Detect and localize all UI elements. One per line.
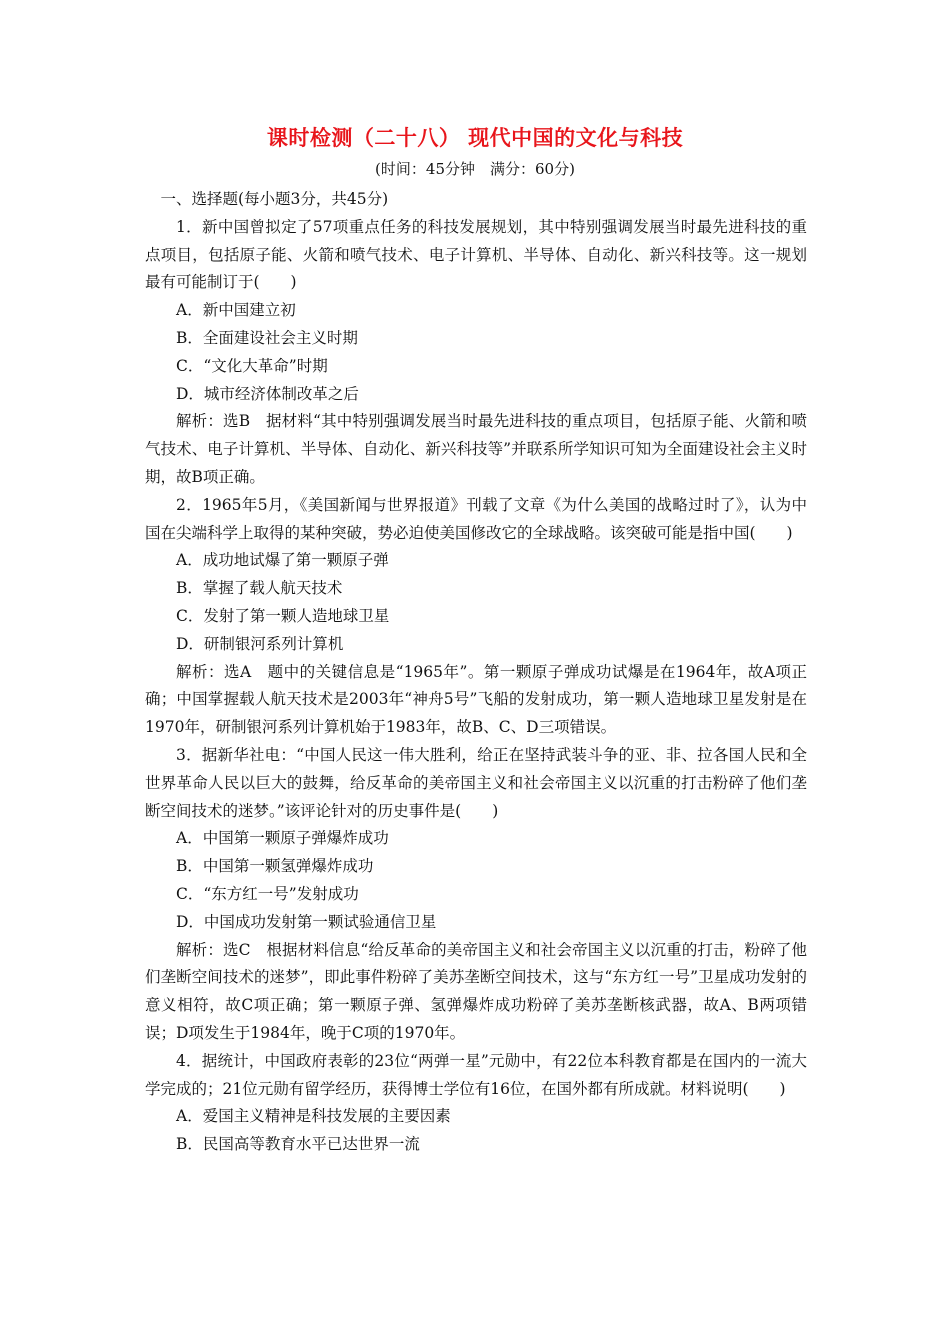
option-d: D．城市经济体制改革之后 bbox=[176, 384, 359, 403]
option-d: D．中国成功发射第一颗试验通信卫星 bbox=[176, 912, 437, 931]
page-title: 课时检测（二十八） 现代中国的文化与科技 bbox=[266, 126, 684, 150]
question-stem: 4．据统计，中国政府表彰的23位“两弹一星”元勋中，有22位本科教育都是在国内的一流大学完成的；21位元勋有留学经历，获得博士学位有16位，在国外都有所成就。材料说明( ) bbox=[145, 1051, 807, 1098]
option-b: B．全面建设社会主义时期 bbox=[176, 328, 358, 347]
option-a: A．爱国主义精神是科技发展的主要因素 bbox=[176, 1107, 451, 1126]
exam-meta: (时间：45分钟 满分：60分) bbox=[375, 160, 575, 178]
question-stem: 2．1965年5月，《美国新闻与世界报道》刊载了文章《为什么美国的战略过时了》，认为中国在尖端科学上取得的某种突破，势必迫使美国修改它的全球战略。该突破可能是指中国( ) bbox=[145, 495, 807, 542]
analysis: 解析：选A 题中的关键信息是“1965年”。第一颗原子弹成功试爆是在1964年，故A项正确；中国掌握载人航天技术是2003年“神舟5号”飞船的发射成功，第一颗人造地球卫星发射是在1970年，研制银河系列计算机始于1983年，故B、C、D三项错误。 bbox=[145, 662, 807, 737]
option-b: B．民国高等教育水平已达世界一流 bbox=[176, 1135, 420, 1154]
option-a: A．中国第一颗原子弹爆炸成功 bbox=[176, 829, 389, 848]
question-4 bbox=[145, 1048, 807, 1159]
option-c: C．“东方红一号”发射成功 bbox=[176, 884, 359, 903]
option-b: B．掌握了载人航天技术 bbox=[176, 579, 343, 598]
question-stem: 1．新中国曾拟定了57项重点任务的科技发展规划，其中特别强调发展当时最先进科技的重点项目，包括原子能、火箭和喷气技术、电子计算机、半导体、自动化、新兴科技等。这一规划最有可能制订于( ) bbox=[145, 217, 807, 292]
option-a: A．新中国建立初 bbox=[176, 301, 296, 320]
option-a: A．成功地试爆了第一颗原子弹 bbox=[176, 551, 389, 570]
question-2 bbox=[145, 492, 807, 742]
option-c: C．发射了第一颗人造地球卫星 bbox=[176, 606, 390, 625]
question-3 bbox=[145, 742, 807, 1048]
option-c: C．“文化大革命”时期 bbox=[176, 356, 328, 375]
document-body bbox=[145, 186, 807, 1159]
analysis: 解析：选C 根据材料信息“给反革命的美帝国主义和社会帝国主义以沉重的打击，粉碎了他们垄断空间技术的迷梦”，即此事件粉碎了美苏垄断空间技术，这与“东方红一号”卫星成功发射的意义相符，故C项正确；第一颗原子弹、氢弹爆炸成功粉碎了美苏垄断核武器，故A、B两项错误；D项发生于1984年，晚于C项的1970年。 bbox=[145, 940, 807, 1042]
question-stem: 3．据新华社电：“中国人民这一伟大胜利，给正在坚持武装斗争的亚、非、拉各国人民和全世界革命人民以巨大的鼓舞，给反革命的美帝国主义和社会帝国主义以沉重的打击粉碎了他们垄断空间技术的迷梦。”该评论针对的历史事件是( ) bbox=[145, 745, 807, 820]
option-b: B．中国第一颗氢弹爆炸成功 bbox=[176, 857, 374, 876]
option-d: D．研制银河系列计算机 bbox=[176, 634, 344, 653]
question-1 bbox=[145, 214, 807, 492]
analysis: 解析：选B 据材料“其中特别强调发展当时最先进科技的重点项目，包括原子能、火箭和喷气技术、电子计算机、半导体、自动化、新兴科技等”并联系所学知识可知为全面建设社会主义时期，故B项正确。 bbox=[145, 412, 807, 486]
section-heading: 一、选择题(每小题3分，共45分) bbox=[160, 190, 389, 208]
